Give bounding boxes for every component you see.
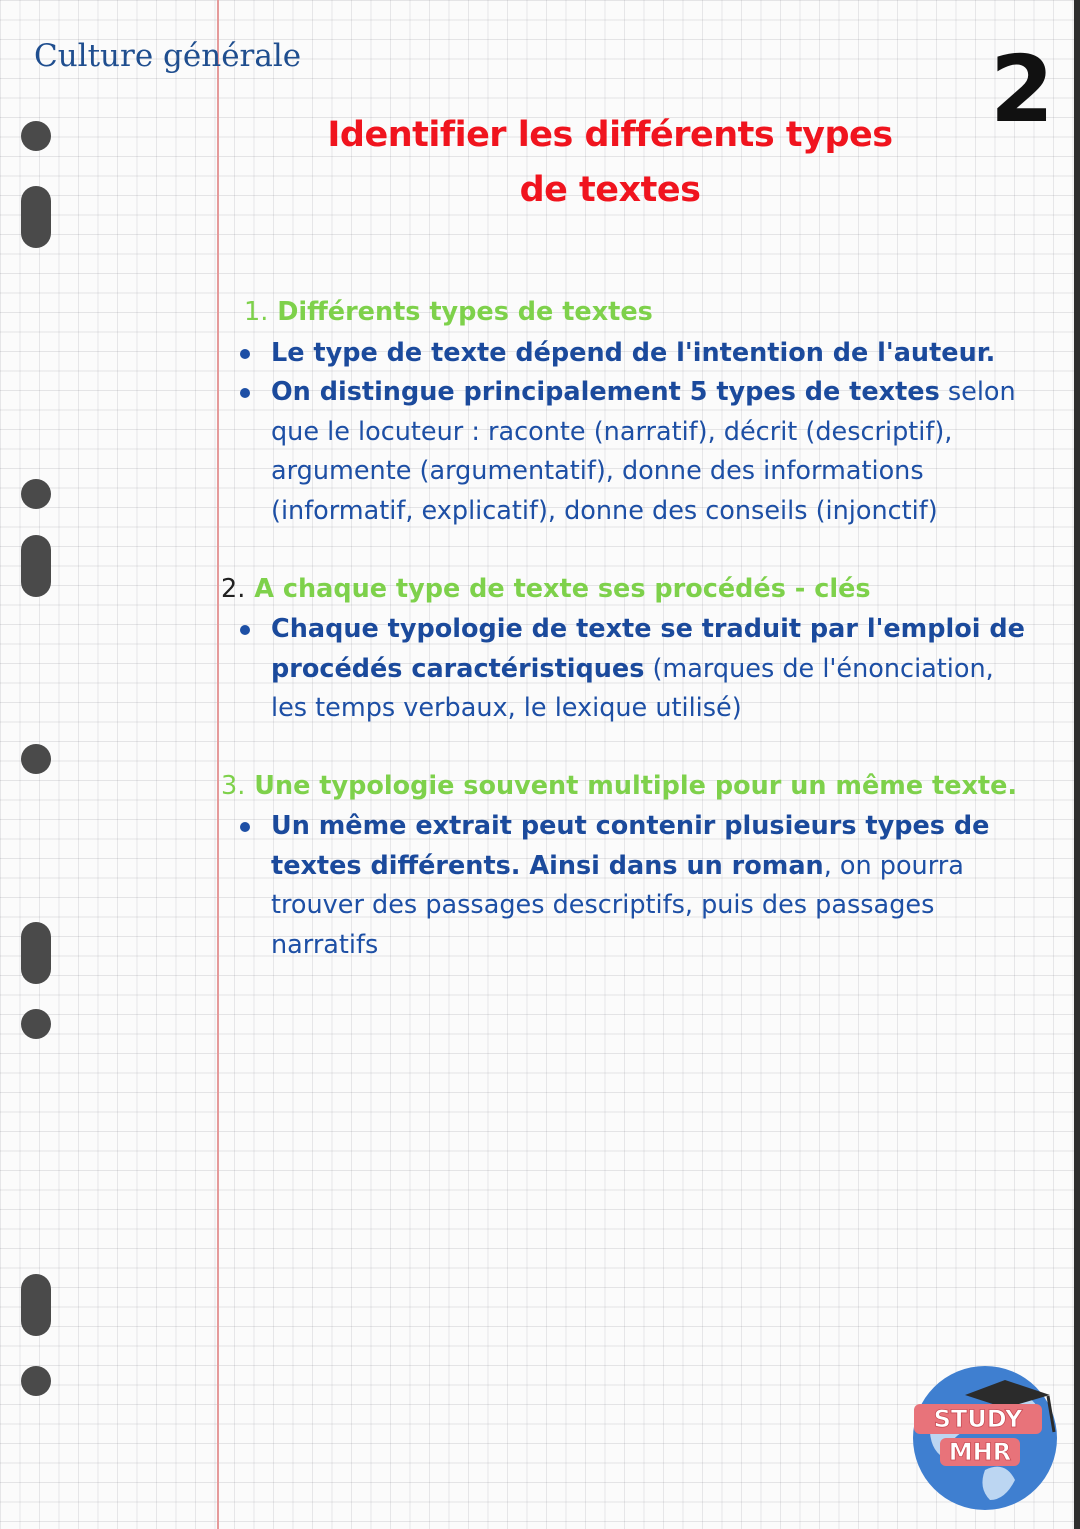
section-number: 2. bbox=[221, 574, 246, 604]
margin-line bbox=[217, 0, 219, 1529]
binder-hole bbox=[21, 535, 51, 597]
section-heading-3 bbox=[221, 771, 1017, 801]
bullet-item bbox=[271, 610, 1031, 729]
bullet-strong-text: On distingue principalement 5 types de textes bbox=[271, 377, 940, 407]
section-number: 3. bbox=[221, 771, 246, 801]
bullet-item bbox=[271, 334, 1031, 374]
page-title bbox=[300, 108, 920, 218]
binder-hole bbox=[21, 186, 51, 248]
binder-hole bbox=[21, 744, 51, 774]
title-line-2: de textes bbox=[519, 170, 701, 210]
title-line-1: Identifier les différents types bbox=[327, 115, 893, 155]
subject-label: Culture générale bbox=[34, 38, 302, 74]
binder-hole bbox=[21, 479, 51, 509]
page-number: 2 bbox=[989, 36, 1054, 143]
study-mhr-logo bbox=[910, 1360, 1060, 1510]
bullet-item bbox=[271, 373, 1031, 531]
binder-hole bbox=[21, 1366, 51, 1396]
bullet-strong-text: Le type de texte dépend de l'intention de l'auteur. bbox=[271, 338, 996, 368]
logo-text-line-2: MHR bbox=[948, 1438, 1012, 1466]
logo-text-line-1: STUDY bbox=[933, 1405, 1023, 1433]
bullet-plain-text: (marques de l'énonciation, les temps verbaux, le lexique utilisé) bbox=[271, 653, 994, 723]
section-number: 1. bbox=[244, 297, 269, 327]
section-title: Une typologie souvent multiple pour un même texte. bbox=[254, 771, 1018, 801]
binder-hole bbox=[21, 1274, 51, 1336]
binder-hole bbox=[21, 922, 51, 984]
bullet-strong-text: Un même extrait peut contenir plusieurs types de textes différents. Ainsi dans un roman bbox=[271, 811, 990, 881]
section-title: A chaque type de texte ses procédés - clés bbox=[254, 574, 871, 604]
binder-hole bbox=[21, 121, 51, 151]
bullet-plain-text: , on pourra trouver des passages descriptifs, puis des passages narratifs bbox=[271, 850, 964, 960]
section-title: Différents types de textes bbox=[277, 297, 653, 327]
binder-hole bbox=[21, 1009, 51, 1039]
bullet-plain-text: selon que le locuteur : raconte (narratif), décrit (descriptif), argumente (argumentatif), donne des informations (informatif, explicatif), donne des conseils (injonctif) bbox=[271, 377, 1016, 526]
section-heading-2 bbox=[221, 574, 871, 604]
bullet-strong-text: Chaque typologie de texte se traduit par l'emploi de procédés caractéristiques bbox=[271, 614, 1025, 684]
bullet-item bbox=[271, 807, 1031, 965]
section-heading-1 bbox=[244, 297, 653, 327]
